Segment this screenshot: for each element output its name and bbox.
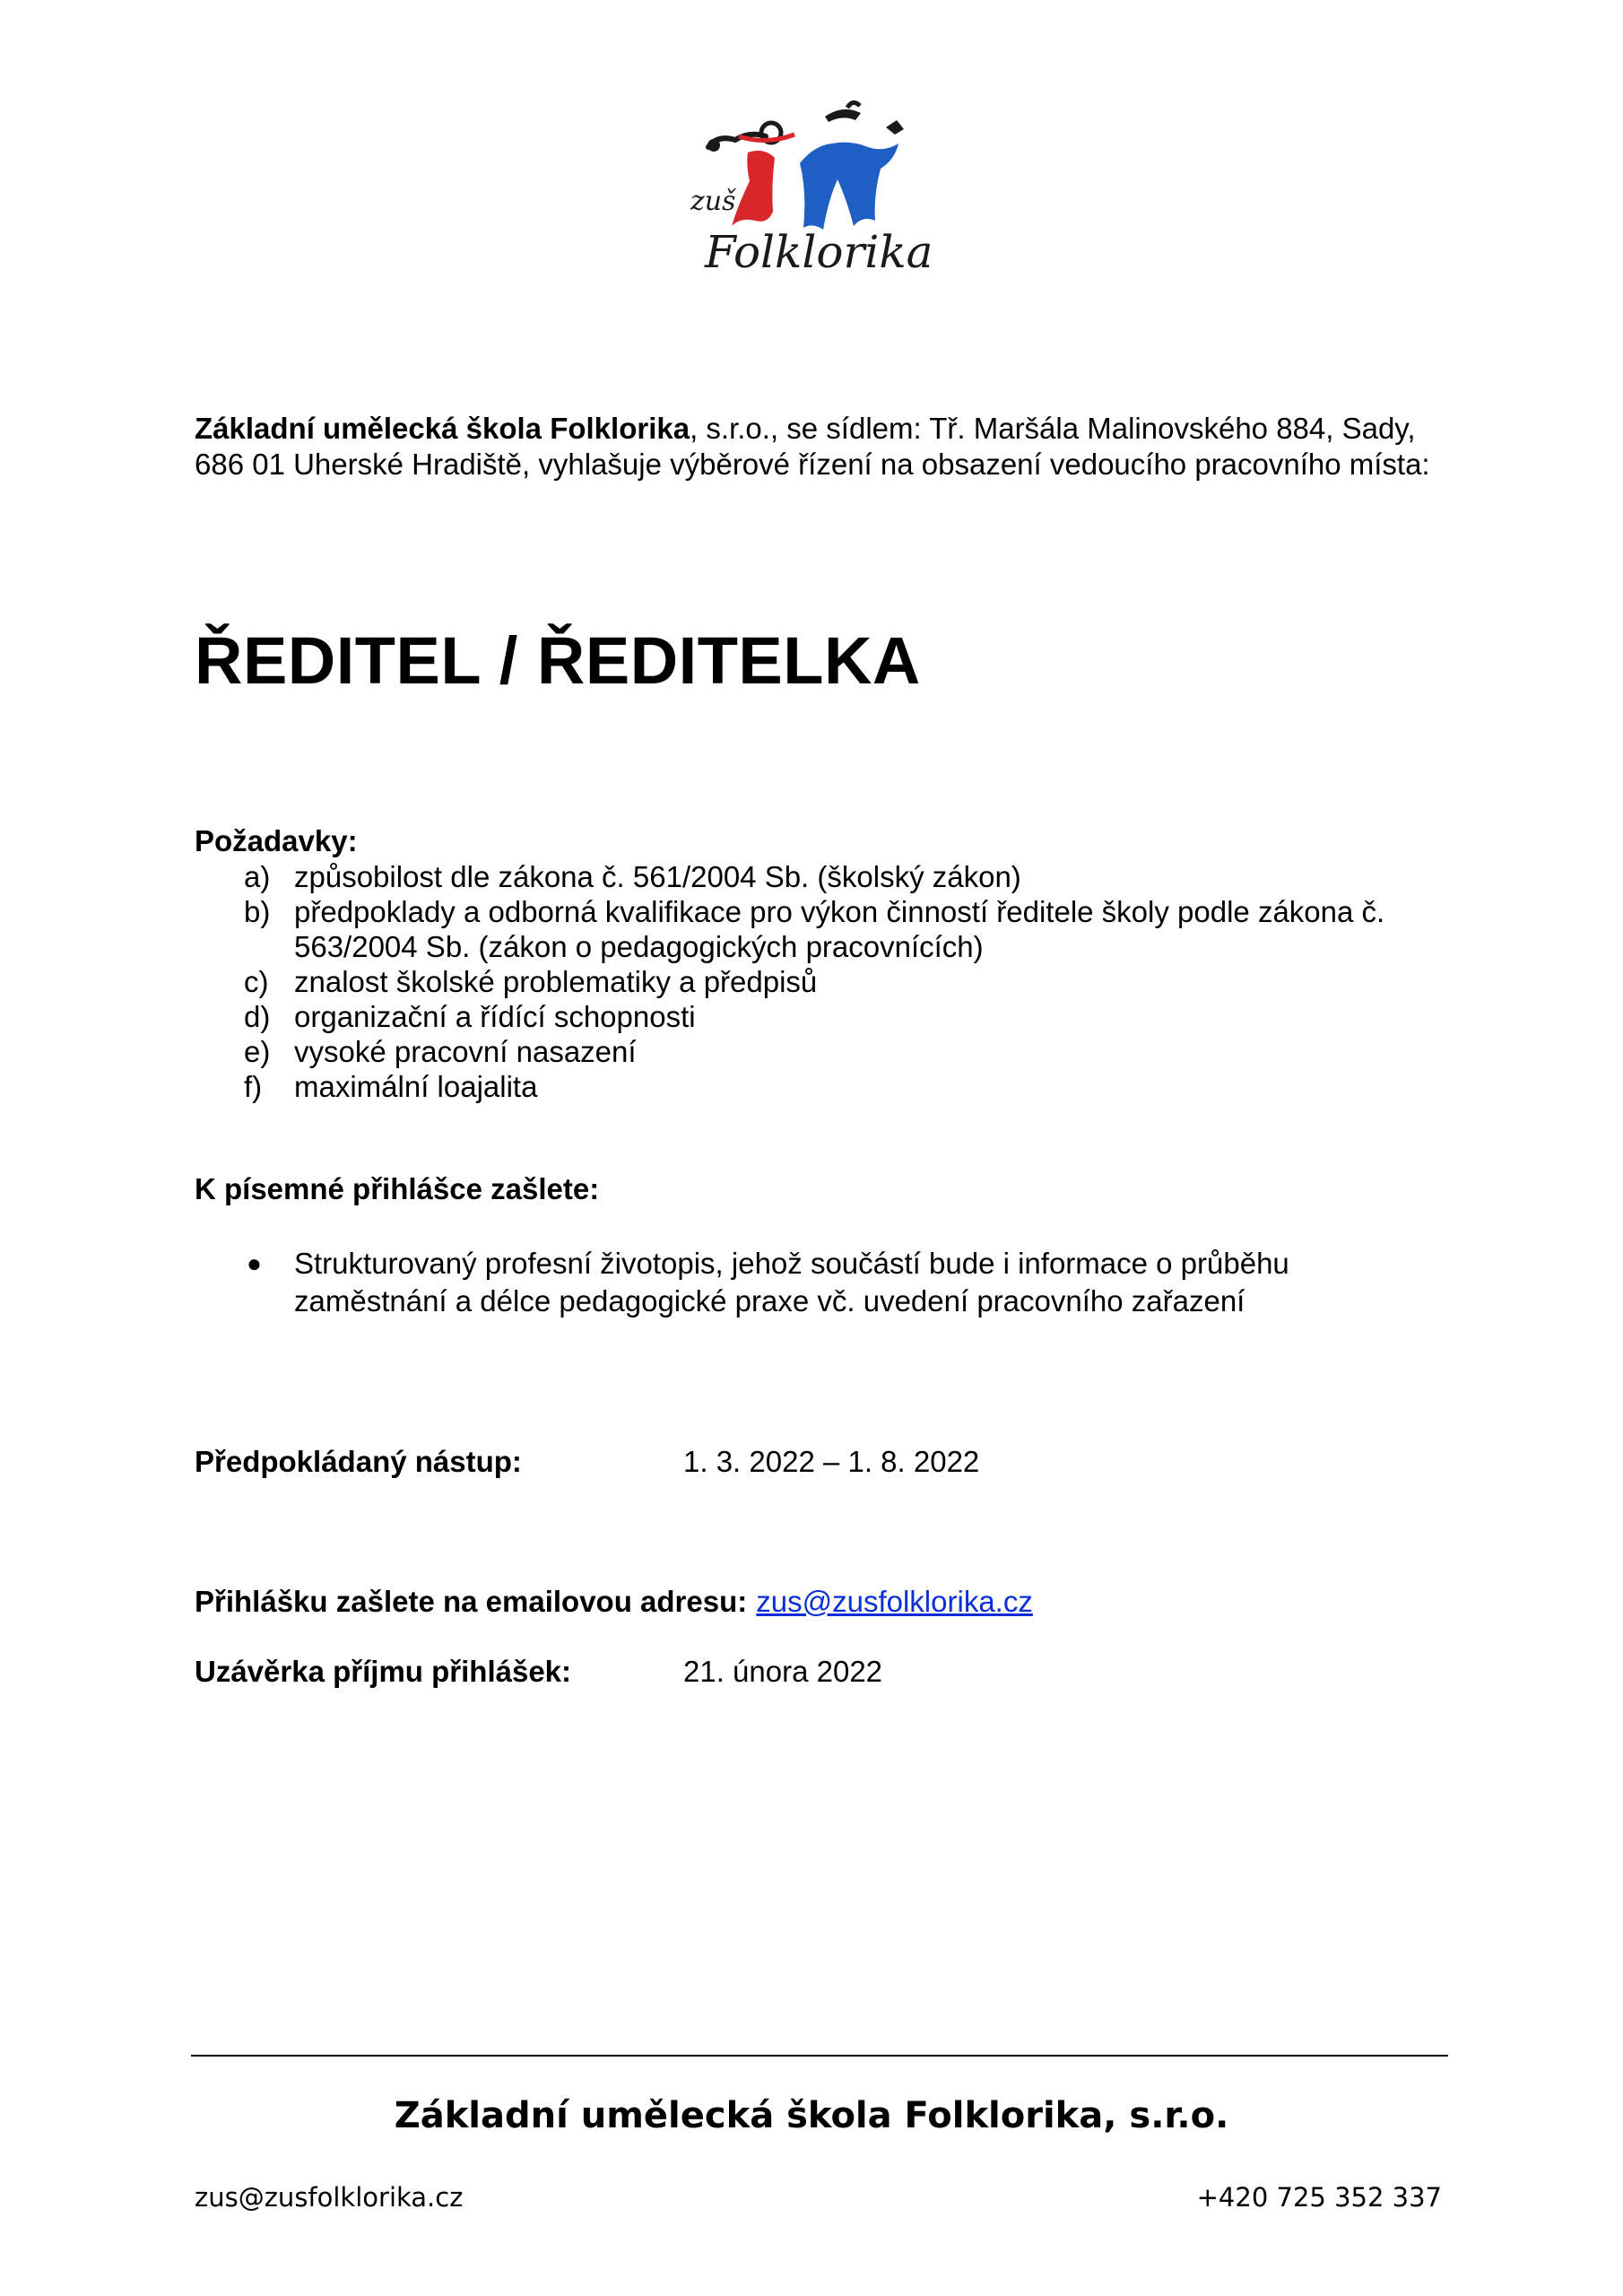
apply-email-link[interactable]: zus@zusfolklorika.cz [756,1585,1033,1618]
start-label: Předpokládaný nástup: [195,1445,522,1478]
list-item [244,999,1436,1034]
list-item-text: maximální loajalita [294,1070,538,1103]
deadline-label: Uzávěrka příjmu přihlášek: [195,1655,572,1688]
school-name: Základní umělecká škola Folklorika [195,412,690,445]
list-item-text: vysoké pracovní nasazení [294,1035,637,1068]
footer-divider [191,2055,1448,2057]
bullet-icon: ● [247,1249,262,1277]
bullet-text: Strukturovaný profesní životopis, jehož součástí bude i informace o průběhu zaměstnání a délce pedagogické praxe vč. uvedení pracovního zařazení [294,1247,1289,1318]
bullet-item [247,1245,1439,1320]
list-item-letter: a) [244,860,271,893]
list-item-letter: d) [244,1000,271,1033]
requirements-list [244,859,1436,1104]
list-item [244,1069,1436,1104]
list-item-text: znalost školské problematiky a předpisů [294,965,818,998]
list-item [244,964,1436,999]
apply-row [195,1584,1033,1620]
footer-phone: +420 725 352 337 [1196,2182,1442,2213]
list-item [244,894,1436,964]
list-item-text: předpoklady a odborná kvalifikace pro výkon činností ředitele školy podle zákona č. 563/2004 Sb. (zákon o pedagogických pracovnících) [294,895,1385,963]
list-item-letter: b) [244,895,271,928]
intro-text: , s.r.o., se sídlem: Tř. Maršála Malinovského 884, Sady, 686 01 Uherské Hradiště, vyhlašuje výběrové řízení na obsazení vedoucího pracovního místa: [195,412,1430,481]
deadline-row [195,1654,882,1690]
school-logo [690,100,933,280]
list-item-letter: f) [244,1070,263,1103]
deadline-value: 21. února 2022 [683,1655,883,1688]
list-item [244,859,1436,894]
logo-text-small: zuš [690,186,736,217]
page-title: ŘEDITEL / ŘEDITELKA [195,623,921,698]
intro-paragraph [195,411,1450,483]
footer-email: zus@zusfolklorika.cz [195,2182,464,2213]
list-item-text: organizační a řídící schopnosti [294,1000,696,1033]
list-item-text: způsobilost dle zákona č. 561/2004 Sb. (školský zákon) [294,860,1021,893]
apply-label: Přihlášku zašlete na emailovou adresu: [195,1585,748,1618]
list-item-letter: e) [244,1035,271,1068]
list-item-letter: c) [244,965,269,998]
start-value: 1. 3. 2022 – 1. 8. 2022 [683,1445,980,1478]
requirements-heading: Požadavky: [195,824,358,857]
start-row [195,1444,979,1480]
logo-text-main: Folklorika [705,226,933,278]
send-heading: K písemné přihlášce zašlete: [195,1172,600,1205]
footer-school-name: Základní umělecká škola Folklorika, s.r.o. [394,2095,1229,2136]
list-item [244,1034,1436,1069]
